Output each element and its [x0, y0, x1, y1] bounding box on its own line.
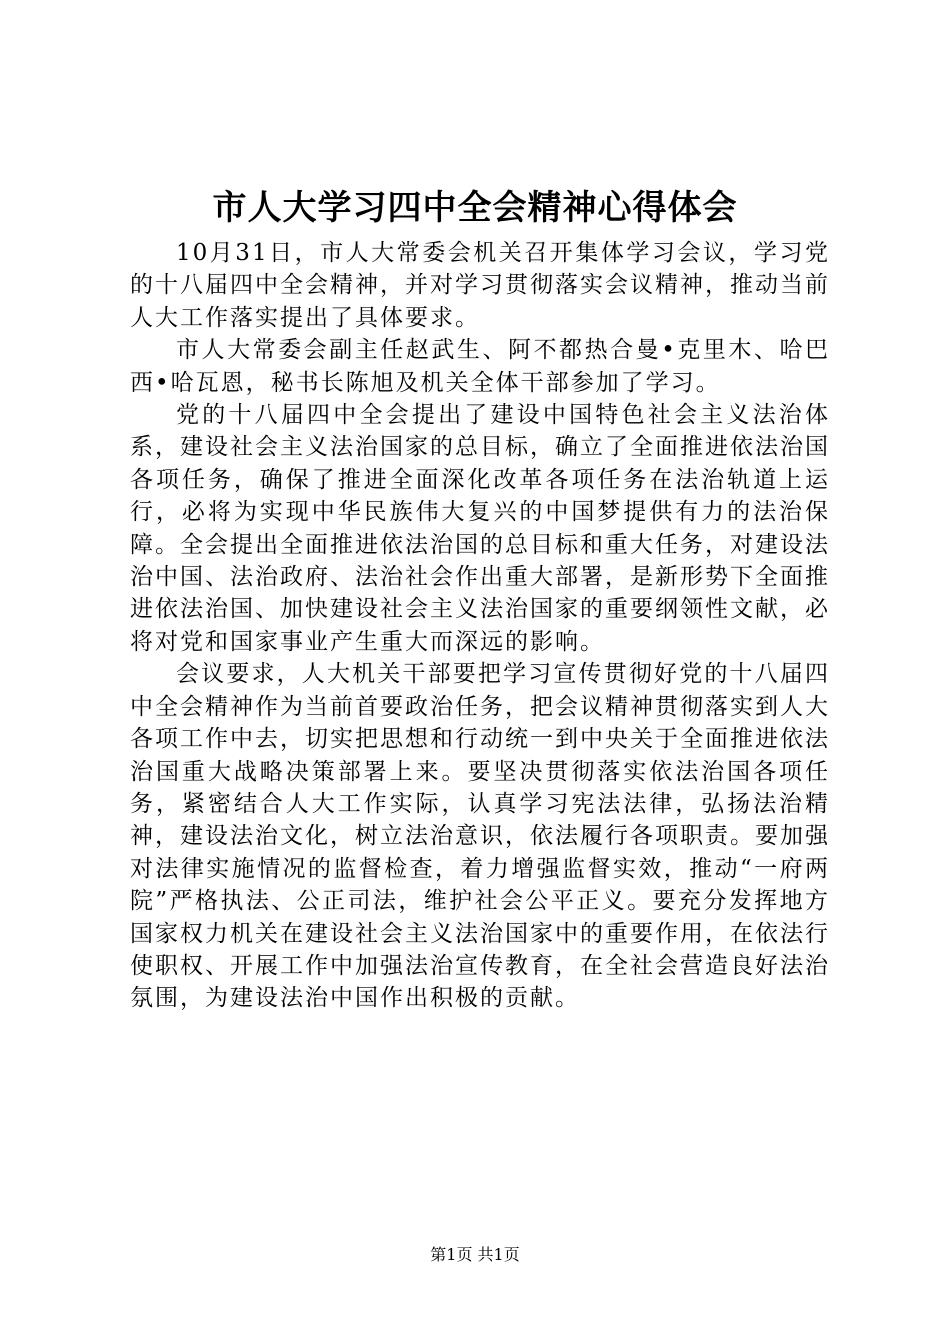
paragraph-plenum-significance: 党的十八届四中全会提出了建设中国特色社会主义法治体系，建设社会主义法治国家的总目标，确立了全面推进依法治国各项任务，确保了推进全面深化改革各项任务在法治轨道上运行，必将为实现中华民族伟大复兴的中国梦提供有力的法治保障。全会提出全面推进依法治国的总目标和重大任务，对建设法治中国、法治政府、法治社会作出重大部署，是新形势下全面推进依法治国、加快建设社会主义法治国家的重要纲领性文献，必将对党和国家事业产生重大而深远的影响。: [130, 402, 830, 655]
page-number-footer: 第1页 共1页: [430, 1245, 520, 1264]
document-body: [130, 237, 830, 1015]
paragraph-attendees: 市人大常委会副主任赵武生、阿不都热合曼•克里木、哈巴西•哈瓦恩，秘书长陈旭及机关全体干部参加了学习。: [130, 337, 830, 396]
document-title: 市人大学习四中全会精神心得体会: [212, 188, 738, 228]
paragraph-meeting-requirements: 会议要求，人大机关干部要把学习宣传贯彻好党的十八届四中全会精神作为当前首要政治任务，把会议精神贯彻落实到人大各项工作中去，切实把思想和行动统一到中央关于全面推进依法治国重大战略决策部署上来。要坚决贯彻落实依法治国各项任务，紧密结合人大工作实际，认真学习宪法法律，弘扬法治精神，建设法治文化，树立法治意识，依法履行各项职责。要加强对法律实施情况的监督检查，着力增强监督实效，推动“一府两院”严格执法、公正司法，维护社会公平正义。要充分发挥地方国家权力机关在建设社会主义法治国家中的重要作用，在依法行使职权、开展工作中加强法治宣传教育，在全社会营造良好法治氛围，为建设法治中国作出积极的贡献。: [130, 661, 830, 1012]
paragraph-meeting-summary: 10月31日，市人大常委会机关召开集体学习会议，学习党的十八届四中全会精神，并对学习贯彻落实会议精神，推动当前人大工作落实提出了具体要求。: [130, 240, 830, 331]
